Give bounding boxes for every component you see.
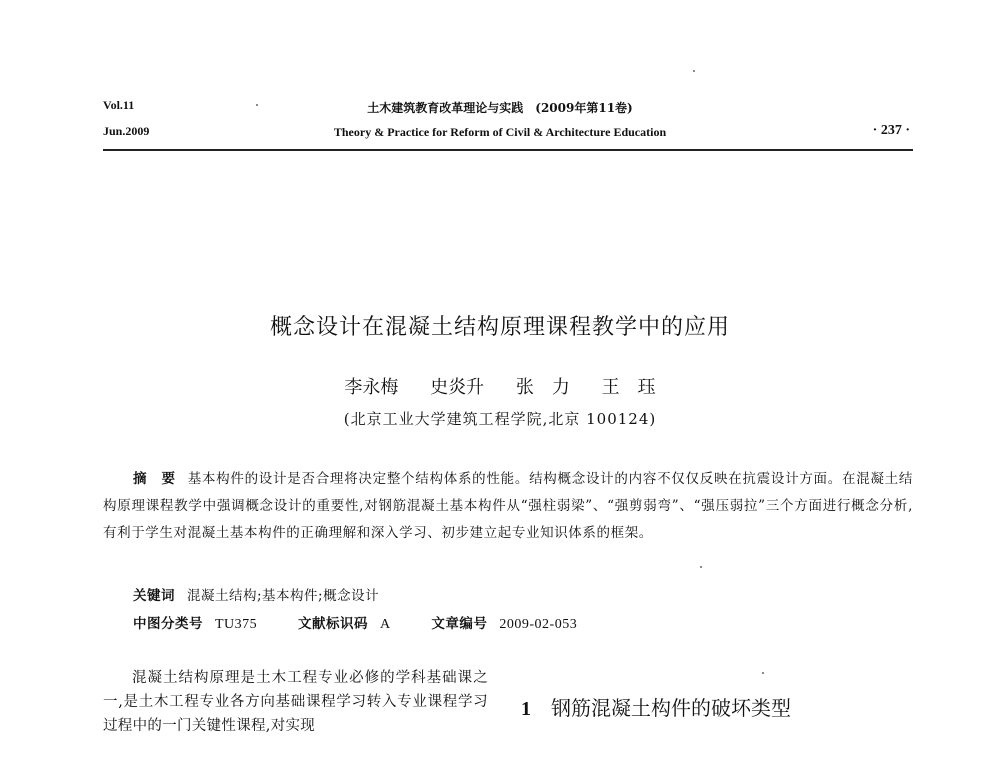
author-name: 史炎升 [430, 377, 485, 398]
body-paragraph-left: 混凝土结构原理是土木工程专业必修的学科基础课之一,是土木工程专业各方向基础课程学习转入专业课程学习过程中的一门关键性课程,对实现 [103, 670, 488, 734]
journal-title-en: Theory & Practice for Reform of Civil & Architecture Education [333, 125, 667, 139]
scan-speck [700, 566, 702, 568]
abstract [103, 466, 913, 547]
header-rule [103, 149, 913, 151]
clc-label: 中图分类号 [133, 616, 203, 632]
doc-code-label: 文献标识码 [297, 616, 368, 632]
article-id-label: 文章编号 [431, 616, 488, 632]
scan-speck [256, 104, 258, 106]
page-number: · 237 · [872, 123, 910, 138]
volume-label: Vol.11 [103, 98, 135, 112]
article-id-value: 2009-02-053 [499, 617, 578, 632]
clc-value: TU375 [215, 617, 258, 632]
abstract-text: 基本构件的设计是否合理将决定整个结构体系的性能。结构概念设计的内容不仅仅反映在抗震设计方面。在混凝土结构原理课程教学中强调概念设计的重要性,对钢筋混凝土基本构件从“强柱弱梁”、“强剪弱弯”、“强压弱拉”三个方面进行概念分析,有利于学生对混凝土基本构件的正确理解和深入学习、初步建立起专业知识体系的框架。 [103, 471, 913, 541]
article-title: 概念设计在混凝土结构原理课程教学中的应用 [269, 315, 730, 340]
keywords-row [133, 584, 379, 604]
doc-code-value: A [379, 617, 391, 632]
abstract-label: 摘 要 [133, 471, 176, 487]
keywords-text: 混凝土结构;基本构件;概念设计 [187, 588, 380, 604]
scan-speck [693, 70, 695, 72]
section-number: 1 [521, 698, 531, 720]
affiliation: (北京工业大学建筑工程学院,北京 100124) [343, 410, 657, 428]
scan-speck [762, 672, 764, 674]
section-heading [521, 692, 791, 721]
author-name: 李永梅 [344, 377, 399, 398]
keywords-label: 关键词 [133, 588, 175, 604]
classification-row [133, 612, 613, 633]
author-name: 王 珏 [601, 377, 656, 398]
issue-date: Jun.2009 [103, 124, 150, 138]
author-list [0, 373, 1000, 399]
section-title: 钢筋混凝土构件的破坏类型 [551, 696, 791, 720]
author-name: 张 力 [515, 377, 570, 398]
journal-title-cn: 土木建筑教育改革理论与实践 (2009年第11卷) [367, 101, 633, 115]
